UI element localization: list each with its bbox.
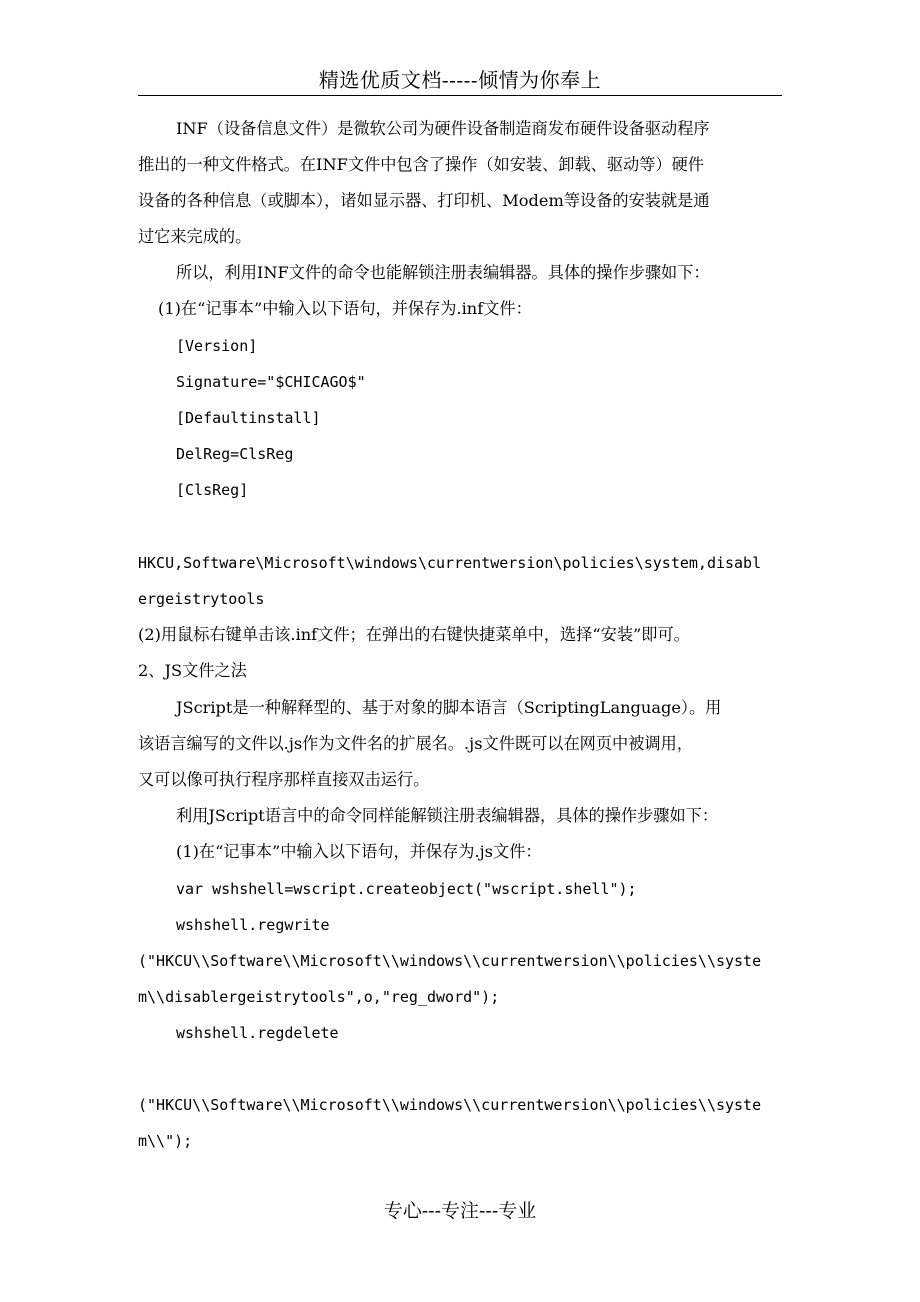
code-line: m\\"); [138, 1132, 193, 1150]
page-footer: 专心---专注---专业 [383, 1200, 537, 1222]
header-divider [138, 95, 782, 96]
paragraph-line: 又可以像可执行程序那样直接双击运行。 [138, 770, 430, 789]
step-line: (1)在“记事本”中输入以下语句，并保存为.inf文件： [158, 299, 532, 318]
code-line: ("HKCU\\Software\\Microsoft\\windows\\currentwersion\\policies\\syste [138, 1096, 762, 1114]
code-line: [ClsReg] [176, 481, 249, 499]
paragraph-line: INF（设备信息文件）是微软公司为硬件设备制造商发布硬件设备驱动程序 [176, 119, 710, 138]
page-header: 精选优质文档-----倾情为你奉上 [318, 68, 602, 92]
paragraph-line: 利用JScript语言中的命令同样能解锁注册表编辑器，具体的操作步骤如下： [176, 806, 719, 825]
paragraph-line: 所以，利用INF文件的命令也能解锁注册表编辑器。具体的操作步骤如下： [176, 263, 710, 282]
paragraph-line: 该语言编写的文件以.js作为文件名的扩展名。.js文件既可以在网页中被调用， [138, 734, 693, 753]
code-line: [Version] [176, 337, 258, 355]
section-heading: 2、JS文件之法 [138, 661, 247, 680]
code-line: [Defaultinstall] [176, 409, 321, 427]
paragraph-line: 设备的各种信息（或脚本），诸如显示器、打印机、Modem等设备的安装就是通 [138, 191, 710, 210]
code-line: wshshell.regdelete [176, 1024, 339, 1042]
code-line: var wshshell=wscript.createobject("wscript.shell"); [176, 880, 637, 898]
step-line: (2)用鼠标右键单击该.inf文件；在弹出的右键快捷菜单中，选择“安装”即可。 [138, 625, 690, 644]
code-line: ("HKCU\\Software\\Microsoft\\windows\\currentwersion\\policies\\syste [138, 952, 762, 970]
paragraph-line: 推出的一种文件格式。在INF文件中包含了操作（如安装、卸载、驱动等）硬件 [138, 155, 704, 174]
step-line: (1)在“记事本”中输入以下语句，并保存为.js文件： [176, 842, 542, 861]
code-line: ergeistrytools [138, 590, 265, 608]
code-line: HKCU,Software\Microsoft\windows\currentwersion\policies\system,disabl [138, 554, 762, 572]
code-line: Signature="$CHICAGO$" [176, 373, 366, 391]
code-line: wshshell.regwrite [176, 916, 330, 934]
code-line: m\\disablergeistrytools",o,"reg_dword"); [138, 988, 500, 1006]
code-line: DelReg=ClsReg [176, 445, 294, 463]
paragraph-line: JScript是一种解释型的、基于对象的脚本语言（ScriptingLanguage）。用 [176, 698, 722, 717]
paragraph-line: 过它来完成的。 [138, 227, 252, 246]
